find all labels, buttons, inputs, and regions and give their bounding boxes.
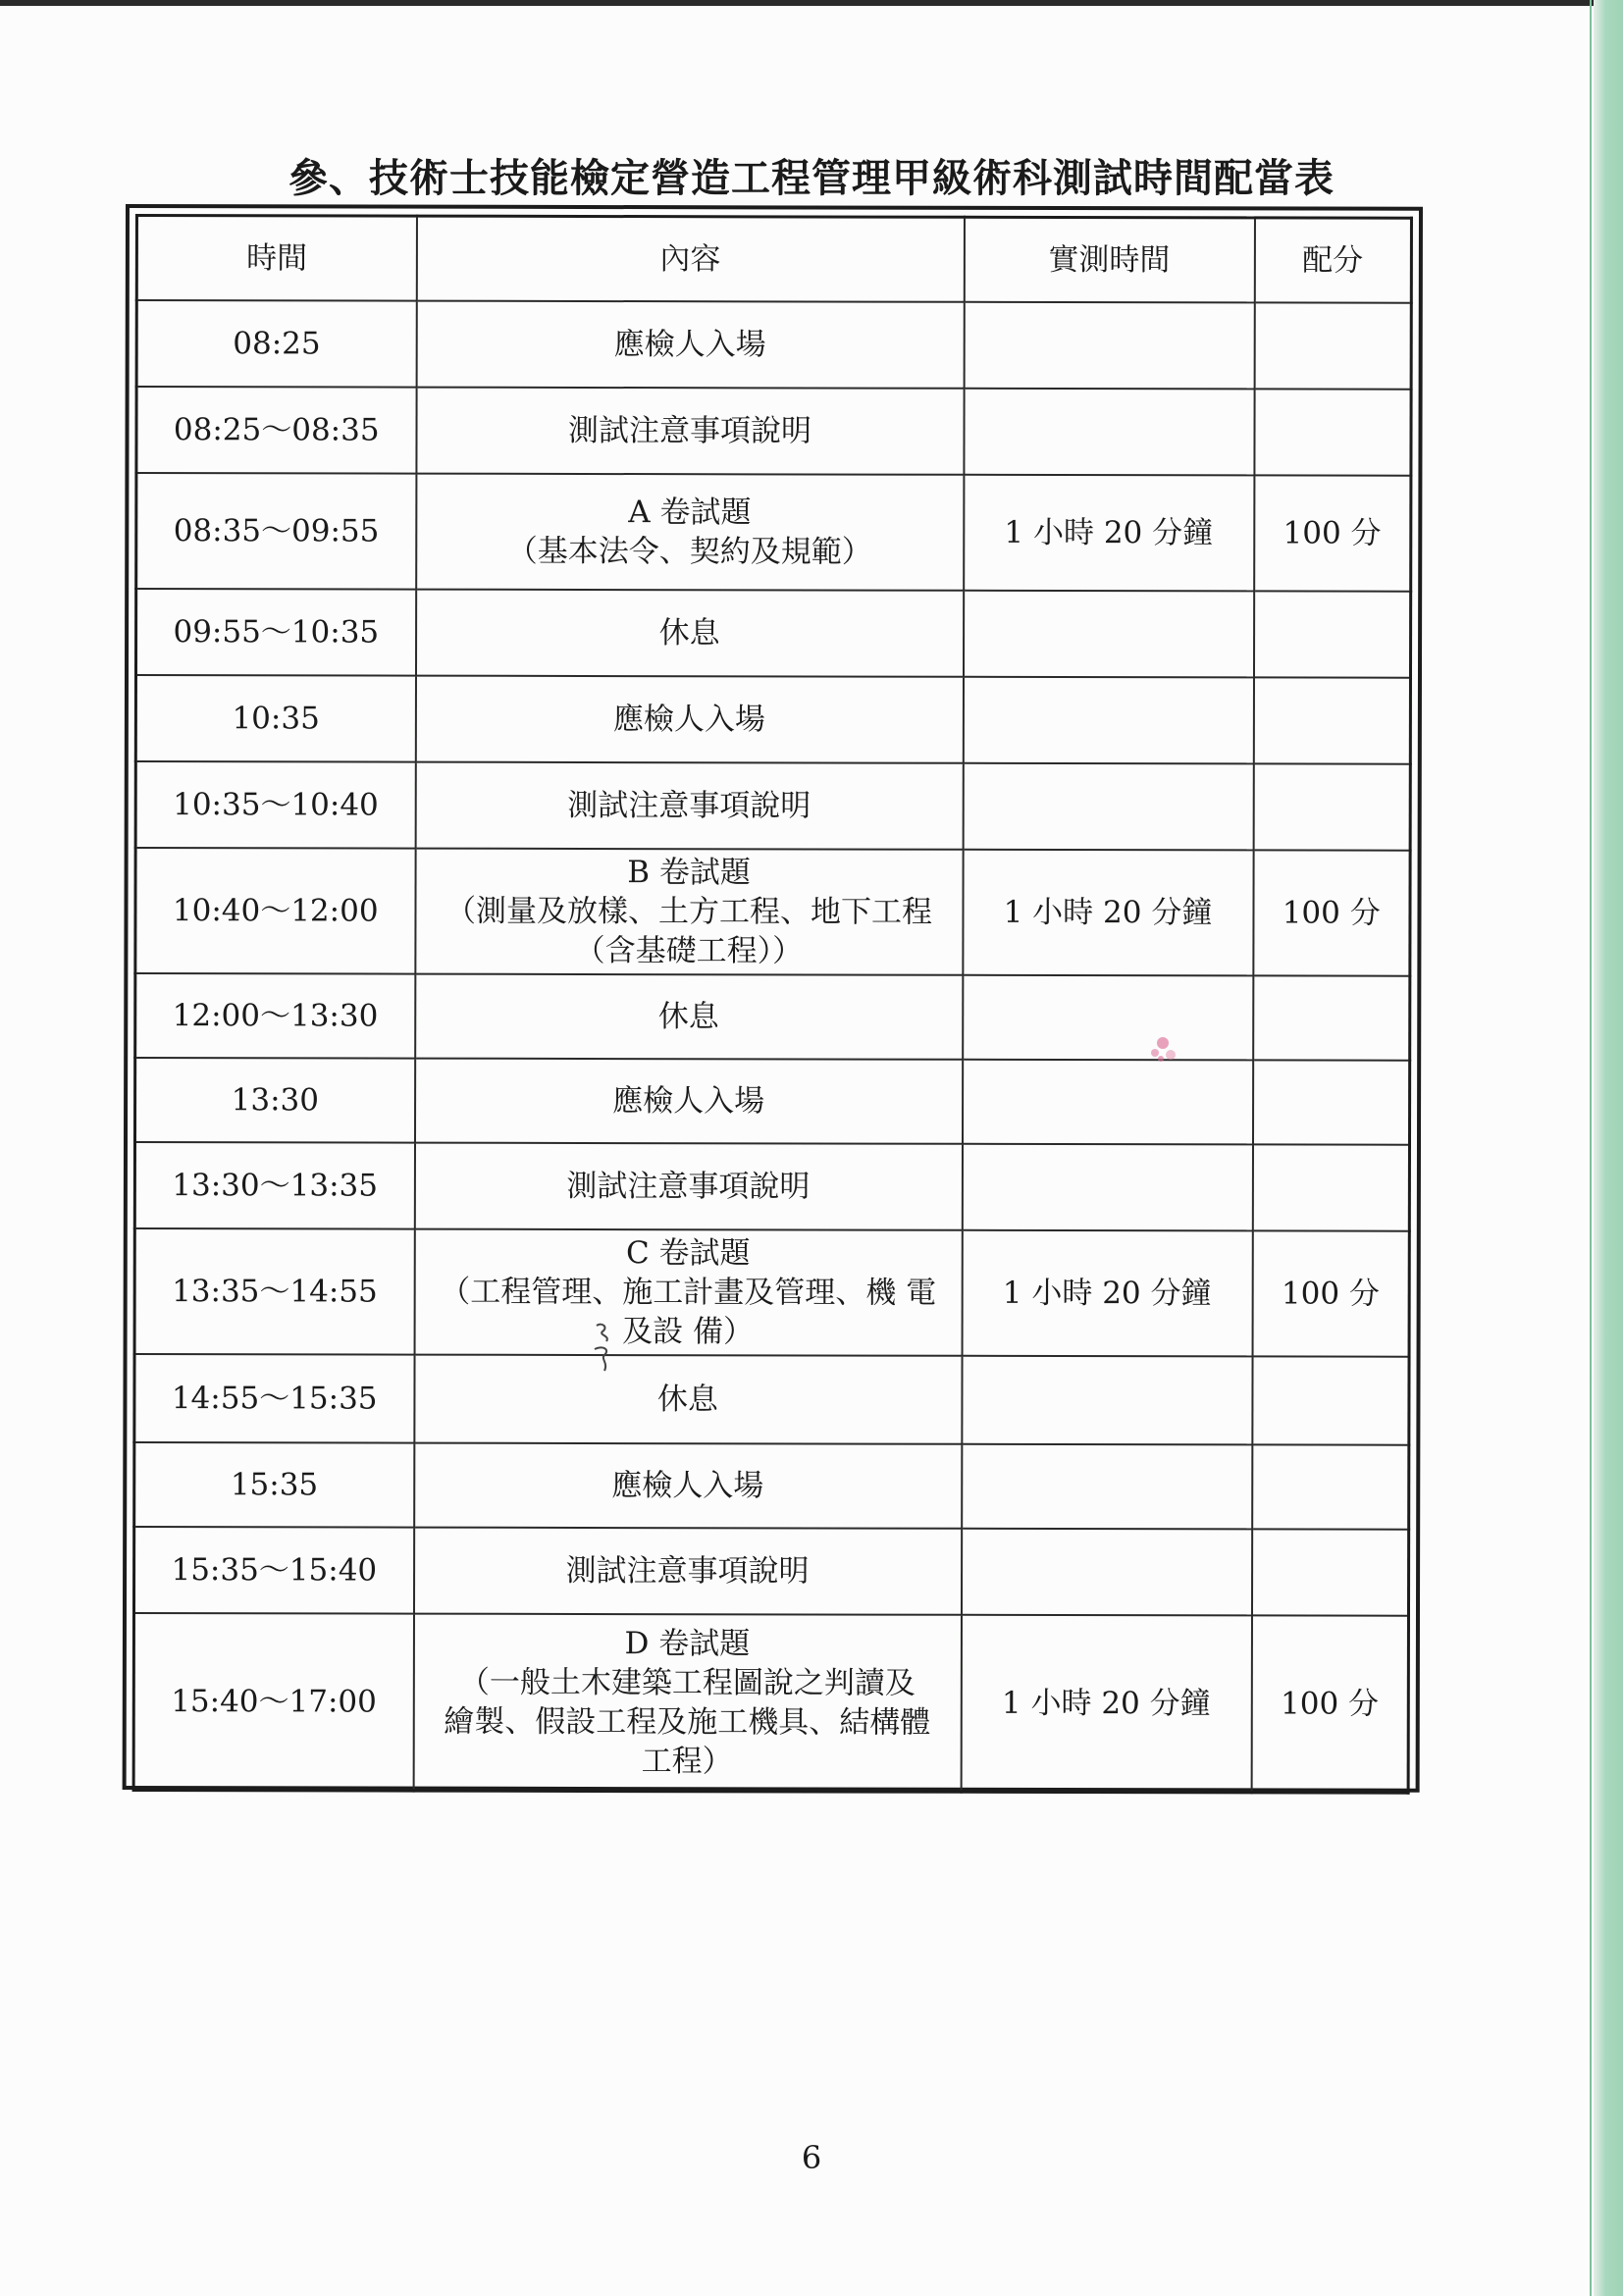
content-line: 休息	[657, 999, 719, 1035]
header-score: 配分	[1254, 218, 1411, 303]
score-cell	[1253, 763, 1410, 850]
content-line: 休息	[658, 615, 720, 652]
content-cell	[415, 762, 963, 850]
content-cell	[413, 1528, 961, 1615]
schedule-table	[132, 214, 1413, 1794]
scan-edge-line	[1590, 0, 1592, 2296]
content-cell	[415, 849, 963, 975]
content-line: （基本法令、契約及規範）	[506, 533, 872, 570]
time-cell: 15:35	[134, 1442, 414, 1528]
time-cell: 15:35～15:40	[133, 1527, 413, 1614]
time-cell: 08:25	[136, 300, 416, 388]
page-number: 6	[801, 2139, 822, 2176]
duration-cell	[963, 677, 1253, 764]
content-line: D 卷試題	[624, 1625, 751, 1662]
score-cell: 100 分	[1253, 850, 1410, 975]
time-cell: 08:25～08:35	[136, 387, 416, 474]
scan-top-edge	[0, 0, 1623, 6]
duration-cell: 1 小時 20 分鐘	[961, 1615, 1251, 1793]
handwritten-pen-mark	[589, 1320, 628, 1379]
table-row	[134, 1228, 1409, 1357]
content-cell	[416, 474, 964, 591]
table-row	[133, 1613, 1408, 1793]
score-cell: 100 分	[1252, 1230, 1409, 1356]
score-cell	[1253, 677, 1410, 763]
content-line: 測試注意事項說明	[565, 1552, 810, 1590]
content-line: 休息	[656, 1382, 718, 1418]
table-row	[134, 1142, 1409, 1231]
duration-cell	[964, 389, 1254, 476]
content-cell	[415, 590, 963, 677]
time-cell: 13:30～13:35	[134, 1142, 414, 1229]
duration-cell	[962, 1444, 1252, 1530]
content-line: 測試注意事項說明	[567, 787, 812, 824]
content-cell	[414, 1229, 962, 1356]
score-cell: 100 分	[1254, 475, 1411, 591]
content-line: 應檢人入場	[611, 1468, 764, 1504]
time-cell: 12:00～13:30	[135, 973, 415, 1059]
duration-cell	[962, 1356, 1252, 1445]
table-row	[136, 300, 1411, 390]
score-cell	[1254, 389, 1411, 475]
table-row	[133, 1527, 1408, 1616]
time-cell: 10:35	[135, 675, 415, 762]
duration-cell	[963, 763, 1253, 851]
score-cell	[1252, 1444, 1409, 1529]
content-line: 及設 備）	[622, 1314, 755, 1350]
time-cell: 13:35～14:55	[134, 1228, 414, 1355]
schedule-body	[133, 300, 1411, 1793]
content-line: B 卷試題	[627, 855, 751, 891]
content-line: （工程管理、施工計畫及管理、機 電	[440, 1274, 937, 1311]
score-cell	[1252, 1060, 1409, 1144]
time-cell: 15:40～17:00	[133, 1613, 413, 1791]
time-cell: 10:40～12:00	[135, 848, 415, 974]
score-cell	[1254, 302, 1411, 389]
content-line: C 卷試題	[625, 1235, 751, 1272]
content-cell	[414, 1355, 962, 1444]
time-cell: 13:30	[134, 1058, 414, 1143]
content-line: 應檢人入場	[612, 702, 765, 738]
header-time: 時間	[136, 216, 416, 301]
duration-cell	[961, 1529, 1251, 1616]
table-row	[135, 675, 1410, 764]
score-cell	[1252, 1356, 1409, 1444]
score-cell	[1253, 975, 1410, 1060]
table-row	[135, 761, 1410, 851]
header-content: 內容	[416, 216, 964, 302]
content-line: 應檢人入場	[613, 327, 766, 363]
duration-cell	[963, 591, 1253, 678]
score-cell	[1251, 1529, 1408, 1615]
duration-cell	[962, 1144, 1252, 1231]
content-line: 應檢人入場	[612, 1083, 765, 1120]
table-row	[136, 473, 1411, 592]
table-row	[135, 589, 1410, 678]
content-line: 測試注意事項說明	[567, 412, 812, 449]
score-cell: 100 分	[1251, 1615, 1408, 1792]
time-cell: 10:35～10:40	[135, 761, 415, 849]
content-line: （含基礎工程））	[574, 932, 804, 969]
content-cell	[414, 1143, 962, 1230]
scan-right-edge	[1594, 0, 1623, 2296]
content-cell	[414, 1443, 962, 1529]
table-row	[135, 848, 1410, 976]
content-cell	[415, 974, 963, 1060]
duration-cell	[963, 975, 1253, 1061]
content-cell	[416, 388, 964, 475]
content-cell	[413, 1614, 961, 1792]
header-row	[136, 216, 1411, 303]
content-line: （測量及放樣、土方工程、地下工程	[445, 893, 933, 930]
duration-cell: 1 小時 20 分鐘	[962, 1230, 1252, 1357]
content-line: 繪製、假設工程及施工機具、結構體	[444, 1703, 931, 1741]
content-line: 工程）	[641, 1743, 733, 1780]
table-row	[134, 1354, 1409, 1445]
document-title: 參、技術士技能檢定營造工程管理甲級術科測試時間配當表	[288, 155, 1335, 201]
score-cell	[1253, 591, 1410, 677]
content-line: 測試注意事項說明	[566, 1168, 811, 1205]
table-row	[134, 1058, 1409, 1145]
schedule-table-frame	[123, 204, 1423, 1793]
duration-cell	[964, 302, 1254, 390]
ink-stain	[1141, 1025, 1190, 1074]
time-cell: 08:35～09:55	[136, 473, 416, 590]
table-row	[136, 387, 1411, 476]
duration-cell: 1 小時 20 分鐘	[964, 475, 1254, 592]
content-line: （一般土木建築工程圖說之判讀及	[458, 1664, 916, 1701]
table-row	[134, 1442, 1409, 1530]
table-row	[135, 973, 1410, 1061]
score-cell	[1252, 1144, 1409, 1230]
duration-cell	[962, 1060, 1252, 1145]
content-cell	[415, 676, 963, 763]
header-duration: 實測時間	[964, 217, 1254, 302]
content-cell	[416, 301, 964, 389]
content-line: A 卷試題	[628, 495, 752, 531]
time-cell: 09:55～10:35	[135, 589, 415, 676]
duration-cell: 1 小時 20 分鐘	[963, 850, 1253, 976]
time-cell: 14:55～15:35	[134, 1354, 414, 1443]
content-cell	[414, 1059, 962, 1144]
